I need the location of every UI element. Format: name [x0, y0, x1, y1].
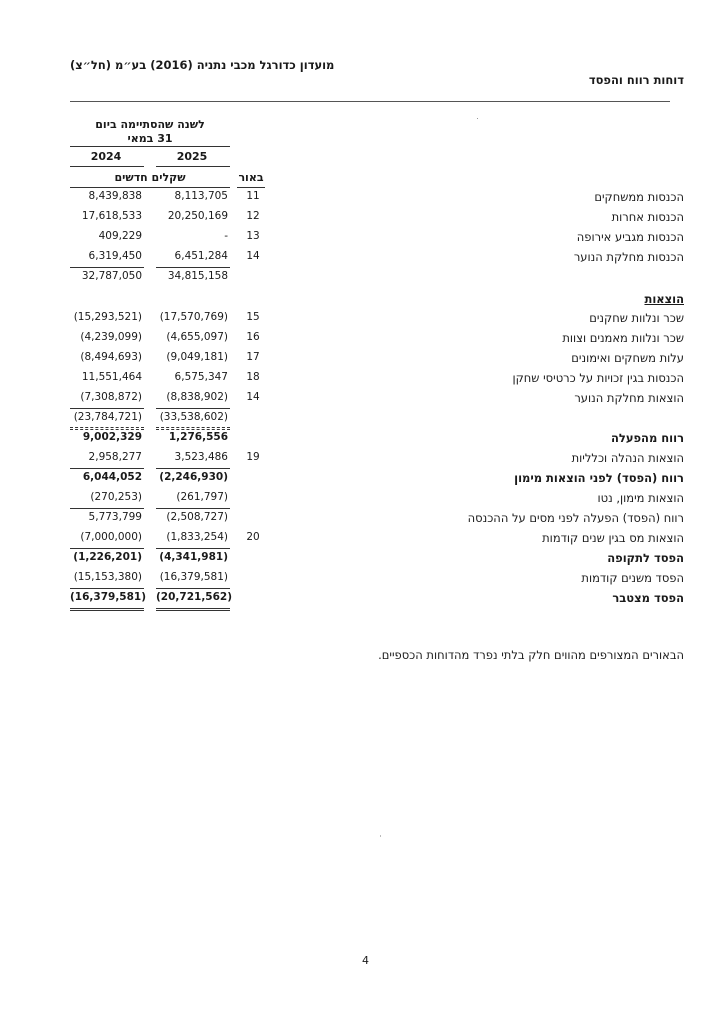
value-2024: 9,002,329 — [82, 431, 142, 443]
subtotal-rule — [70, 508, 144, 509]
value-2025: (1,833,254) — [166, 531, 228, 543]
value-2024: 6,319,450 — [88, 250, 142, 262]
currency-header: שקלים חדשים — [114, 171, 186, 184]
dashed-rule — [70, 427, 144, 428]
section-heading: הוצאות — [644, 292, 684, 306]
row-europe-cup-revenue — [0, 230, 724, 250]
row-label: רווח (הפסד) לפני הוצאות מימון — [514, 471, 684, 485]
dashed-rule — [70, 429, 144, 430]
subtotal-rule — [70, 408, 144, 409]
subtotal-rule — [70, 588, 144, 589]
value-2024: (15,153,380) — [73, 571, 142, 583]
scan-speck — [477, 118, 478, 119]
subtotal-rule — [70, 267, 144, 268]
value-2025: (4,655,097) — [166, 331, 228, 343]
row-label: שכר ונלוות מאמנים וצוות — [562, 331, 684, 345]
value-2025: 20,250,169 — [167, 210, 228, 222]
value-2024: (7,000,000) — [80, 531, 142, 543]
row-period-loss — [0, 551, 724, 571]
note-ref: 16 — [246, 331, 260, 343]
value-2024: 5,773,799 — [88, 511, 142, 523]
value-2024: (23,784,721) — [73, 411, 142, 423]
row-games-revenue — [0, 190, 724, 210]
double-rule — [70, 608, 144, 611]
row-label: הפסד לתקופה — [607, 551, 684, 565]
row-label: עלות משחקים ואימונים — [571, 351, 684, 365]
value-2024: (4,239,099) — [80, 331, 142, 343]
row-player-salaries — [0, 311, 724, 331]
value-2024: 6,044,052 — [82, 471, 142, 483]
row-player-card-rights — [0, 371, 724, 391]
value-2025: (261,797) — [176, 491, 228, 503]
currency-rule — [70, 187, 230, 188]
value-2025: (8,838,902) — [166, 391, 228, 403]
note-ref: 12 — [246, 210, 260, 222]
value-2025: 6,451,284 — [174, 250, 228, 262]
row-total-expenses — [0, 411, 724, 431]
row-label: הכנסות מחלקת הנוער — [573, 250, 684, 264]
row-label: הוצאות מחלקת הנוער — [574, 391, 684, 405]
value-2025: 3,523,486 — [174, 451, 228, 463]
year-rule-2025 — [156, 166, 230, 167]
row-label: הפסד משנים קודמות — [581, 571, 684, 585]
value-2025: (16,379,581) — [159, 571, 228, 583]
subtotal-rule — [156, 267, 230, 268]
subtotal-rule — [156, 408, 230, 409]
report-title: דוחות רווח והפסד — [588, 73, 684, 87]
company-name: מועדון כדורגל מכבי נתניה (2016) בע״מ (חל״צ) — [70, 58, 335, 72]
subtotal-rule — [70, 468, 144, 469]
note-rule — [237, 187, 265, 188]
row-label: הכנסות בגין זכויות על כרטיסי שחקן — [512, 371, 684, 385]
period-rule — [70, 146, 230, 147]
note-ref: 14 — [246, 391, 260, 403]
value-2024: (15,293,521) — [73, 311, 142, 323]
row-expenses-heading — [0, 292, 724, 312]
year-2025-header: 2025 — [176, 150, 208, 163]
page-number: 4 — [362, 954, 369, 967]
subtotal-rule — [156, 508, 230, 509]
note-ref: 13 — [246, 230, 260, 242]
value-2024: 2,958,277 — [88, 451, 142, 463]
row-coach-salaries — [0, 331, 724, 351]
year-2024-header: 2024 — [90, 150, 122, 163]
value-2024: 32,787,050 — [81, 270, 142, 282]
row-profit-before-finance — [0, 471, 724, 491]
value-2024: 409,229 — [98, 230, 142, 242]
row-label: הכנסות ממשחקים — [594, 190, 684, 204]
value-2025: (9,049,181) — [166, 351, 228, 363]
header-divider — [70, 101, 670, 102]
year-rule-2024 — [70, 166, 144, 167]
period-line-1: לשנה שהסתיימה ביום — [95, 118, 205, 131]
value-2024: 17,618,533 — [81, 210, 142, 222]
value-2025: 1,276,556 — [168, 431, 228, 443]
note-ref: 15 — [246, 311, 260, 323]
value-2024: 8,439,838 — [88, 190, 142, 202]
value-2024: (270,253) — [90, 491, 142, 503]
value-2024: (7,308,872) — [80, 391, 142, 403]
note-ref: 14 — [246, 250, 260, 262]
value-2025: (2,508,727) — [166, 511, 228, 523]
dashed-rule — [156, 429, 230, 430]
note-ref: 20 — [246, 531, 260, 543]
row-operating-profit — [0, 431, 724, 451]
subtotal-rule — [156, 588, 230, 589]
row-label: הוצאות הנהלה וכלליות — [571, 451, 684, 465]
value-2025: (20,721,562) — [156, 591, 233, 603]
row-label: הפסד מצטבר — [612, 591, 684, 605]
value-2025: 8,113,705 — [174, 190, 228, 202]
row-other-revenue — [0, 210, 724, 230]
row-label: הכנסות אחרות — [611, 210, 684, 224]
note-ref: 19 — [246, 451, 260, 463]
value-2025: (4,341,981) — [159, 551, 228, 563]
row-label: הכנסות מגביע אירופה — [576, 230, 684, 244]
value-2025: (33,538,602) — [159, 411, 228, 423]
value-2024: (8,494,693) — [80, 351, 142, 363]
period-line-2: 31 במאי — [127, 132, 173, 145]
subtotal-rule — [70, 548, 144, 549]
row-label: הוצאות מס בגין שנים קודמות — [542, 531, 684, 545]
period-header — [70, 118, 230, 146]
double-rule — [156, 608, 230, 611]
row-label: שכר ונלוות שחקנים — [589, 311, 684, 325]
value-2024: (1,226,201) — [73, 551, 142, 563]
footnote: הבאורים המצורפים מהווים חלק בלתי נפרד מהדוחות הכספיים. — [378, 648, 684, 662]
value-2024: 11,551,464 — [81, 371, 142, 383]
row-profit-before-tax — [0, 511, 724, 531]
note-column-header: באור — [238, 171, 264, 184]
row-label: רווח (הפסד) הפעלה לפני מסים על ההכנסה — [467, 511, 684, 525]
note-ref: 17 — [246, 351, 260, 363]
row-total-revenue — [0, 270, 724, 290]
row-games-training-cost — [0, 351, 724, 371]
row-label: הוצאות מימון, נטו — [597, 491, 684, 505]
note-ref: 11 — [246, 190, 260, 202]
dashed-rule — [156, 427, 230, 428]
value-2025: (2,246,930) — [159, 471, 228, 483]
value-2024: (16,379,581) — [70, 591, 147, 603]
row-label: רווח מהפעלה — [610, 431, 684, 445]
scan-speck — [380, 835, 381, 837]
value-2025: (17,570,769) — [159, 311, 228, 323]
value-2025: - — [224, 230, 228, 242]
value-2025: 34,815,158 — [167, 270, 228, 282]
value-2025: 6,575,347 — [174, 371, 228, 383]
note-ref: 18 — [246, 371, 260, 383]
subtotal-rule — [156, 548, 230, 549]
subtotal-rule — [156, 468, 230, 469]
